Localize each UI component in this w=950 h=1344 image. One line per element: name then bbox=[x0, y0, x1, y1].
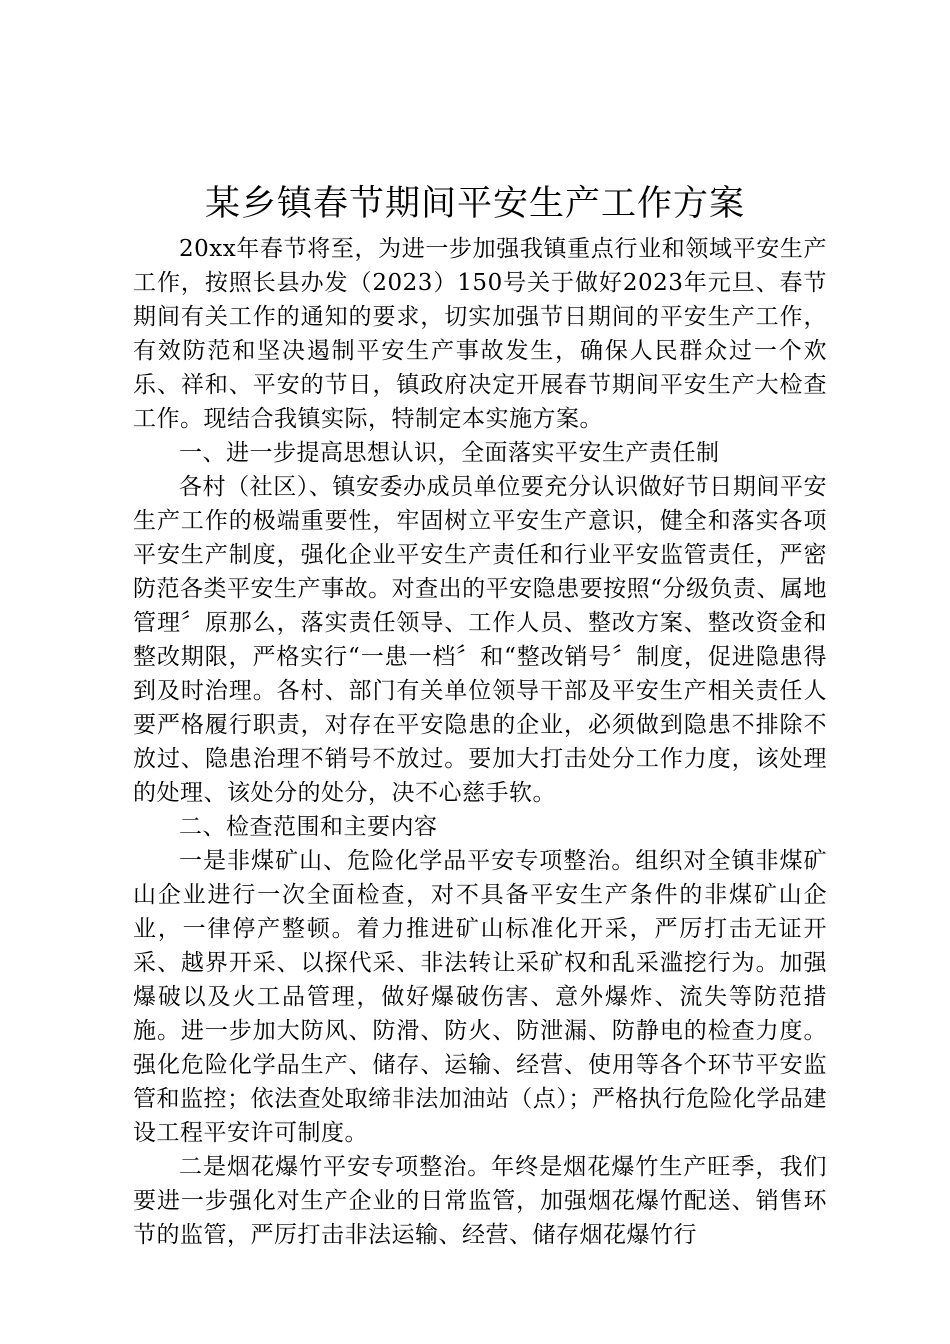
paragraph-mining-chemicals: 一是非煤矿山、危险化学品平安专项整治。组织对全镇非煤矿山企业进行一次全面检查，对不具备平安生产条件的非煤矿山企业，一律停产整顿。着力推进矿山标准化开采，严厉打击无证开采、越界开采、以探代采、非法转让采矿权和乱采滥挖行为。加强爆破以及火工品管理，做好爆破伤害、意外爆炸、流失等防范措施。进一步加大防风、防滑、防火、防泄漏、防静电的检查力度。强化危险化学品生产、储存、运输、经营、使用等各个环节平安监管和监控；依法查处取缔非法加油站（点）；严格执行危险化学品建设工程平安许可制度。 bbox=[133, 848, 827, 1146]
paragraph-responsibility: 各村（社区）、镇安委办成员单位要充分认识做好节日期间平安生产工作的极端重要性，牢固树立平安生产意识，健全和落实各项平安生产制度，强化企业平安生产责任和行业平安监管责任，严密防范各类平安生产事故。对查出的平安隐患要按照“分级负责、属地管理〞原那么，落实责任领导、工作人员、整改方案、整改资金和整改期限，严格实行“一患一档〞和“整改销号〞制度，促进隐患得到及时治理。各村、部门有关单位领导干部及平安生产相关责任人要严格履行职责，对存在平安隐患的企业，必须做到隐患不排除不放过、隐患治理不销号不放过。要加大打击处分工作力度，该处理的处理、该处分的处分，决不心慈手软。 bbox=[133, 474, 827, 806]
paragraph-fireworks: 二是烟花爆竹平安专项整治。年终是烟花爆竹生产旺季，我们要进一步强化对生产企业的日常监管，加强烟花爆竹配送、销售环节的监管，严厉打击非法运输、经营、储存烟花爆竹行 bbox=[133, 1154, 827, 1248]
paragraph-intro: 20xx年春节将至，为进一步加强我镇重点行业和领域平安生产工作，按照长县办发（2023）150号关于做好2023年元旦、春节期间有关工作的通知的要求，切实加强节日期间的平安生产工作，有效防范和坚决遏制平安生产事故发生，确保人民群众过一个欢乐、祥和、平安的节日，镇政府决定开展春节期间平安生产大检查工作。现结合我镇实际，特制定本实施方案。 bbox=[133, 236, 827, 432]
document-title: 某乡镇春节期间平安生产工作方案 bbox=[204, 184, 745, 224]
document-body bbox=[133, 232, 827, 1252]
section-heading-2: 二、检查范围和主要内容 bbox=[179, 814, 438, 840]
section-heading-1: 一、进一步提高思想认识，全面落实平安生产责任制 bbox=[179, 440, 720, 466]
